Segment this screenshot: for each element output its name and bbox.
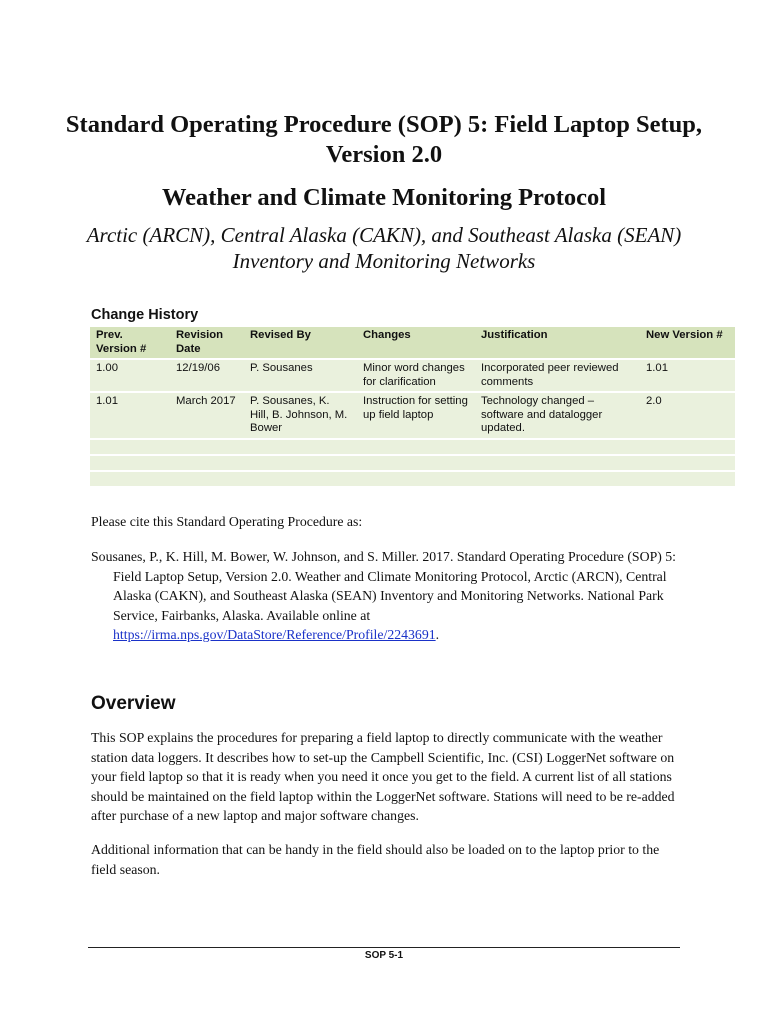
table-cell [170, 472, 244, 486]
table-row-empty [90, 472, 735, 486]
table-cell: 2.0 [640, 393, 735, 438]
table-cell [90, 440, 170, 454]
table-cell: 1.00 [90, 360, 170, 391]
table-cell: P. Sousanes, K. Hill, B. Johnson, M. Bower [244, 393, 357, 438]
table-cell [357, 456, 475, 470]
citation-text [91, 547, 683, 645]
document-title: Standard Operating Procedure (SOP) 5: Field Laptop Setup, Version 2.0 [65, 111, 703, 168]
table-cell: 1.01 [640, 360, 735, 391]
overview-heading: Overview [91, 693, 176, 714]
table-cell [170, 456, 244, 470]
table-cell: Minor word changes for clarification [357, 360, 475, 391]
table-cell [357, 440, 475, 454]
table-header-row [90, 327, 735, 358]
table-row-empty [90, 456, 735, 470]
overview-paragraph: Additional information that can be handy in the field should also be loaded on to the laptop prior to the field season. [91, 842, 660, 877]
column-header: Revision Date [170, 327, 244, 358]
table-row-empty [90, 440, 735, 454]
column-header: Revised By [244, 327, 357, 358]
change-history-heading: Change History [91, 307, 199, 323]
table-cell: March 2017 [170, 393, 244, 438]
table-cell: 1.01 [90, 393, 170, 438]
page-number: SOP 5-1 [364, 950, 404, 961]
change-history-table [90, 325, 735, 488]
overview-paragraph: This SOP explains the procedures for preparing a field laptop to directly communicate with the weather station data loggers. It describes how to set-up the Campbell Scientific, Inc. (CSI) LoggerNet software on your field laptop so that it is ready when you need it once you get to the field. A current list of all stations should be maintained on the field laptop within the LoggerNet software. Stations will need to be re-added after purchase of a new laptop and major software changes. [91, 730, 675, 823]
table-cell: Technology changed – software and datalogger updated. [475, 393, 640, 438]
column-header: Changes [357, 327, 475, 358]
citation-body: Sousanes, P., K. Hill, M. Bower, W. Johnson, and S. Miller. 2017. Standard Operating Procedure (SOP) 5: Field Laptop Setup, Version 2.0. Weather and Climate Monitoring Protocol, Arctic (ARCN), Central Alaska (CAKN), and Southeast Alaska (SEAN) Inventory and Monitoring Networks. National Park Service, Fairbanks, Alaska. Available online at [91, 549, 677, 623]
table-cell [90, 472, 170, 486]
table-cell [244, 456, 357, 470]
table-cell [244, 440, 357, 454]
table-cell [640, 456, 735, 470]
table-row [90, 393, 735, 438]
table-cell: 12/19/06 [170, 360, 244, 391]
table-row [90, 360, 735, 391]
table-cell [90, 456, 170, 470]
table-cell [640, 440, 735, 454]
footer-divider [88, 947, 680, 948]
column-header: Justification [475, 327, 640, 358]
table-cell [244, 472, 357, 486]
table-cell: P. Sousanes [244, 360, 357, 391]
column-header: New Version # [640, 327, 735, 358]
table-cell [475, 456, 640, 470]
column-header: Prev. Version # [90, 327, 170, 358]
table-cell: Instruction for setting up field laptop [357, 393, 475, 438]
table-cell [475, 472, 640, 486]
table-cell [475, 440, 640, 454]
citation-link[interactable]: https://irma.nps.gov/DataStore/Reference/Profile/2243691 [113, 627, 436, 642]
protocol-subtitle: Weather and Climate Monitoring Protocol [161, 184, 607, 211]
citation-intro: Please cite this Standard Operating Procedure as: [91, 514, 363, 529]
networks-line: Arctic (ARCN), Central Alaska (CAKN), and Southeast Alaska (SEAN) Inventory and Monitoring Networks [86, 223, 682, 273]
table-cell [357, 472, 475, 486]
table-cell: Incorporated peer reviewed comments [475, 360, 640, 391]
citation-suffix: . [435, 627, 440, 642]
table-cell [640, 472, 735, 486]
table-cell [170, 440, 244, 454]
